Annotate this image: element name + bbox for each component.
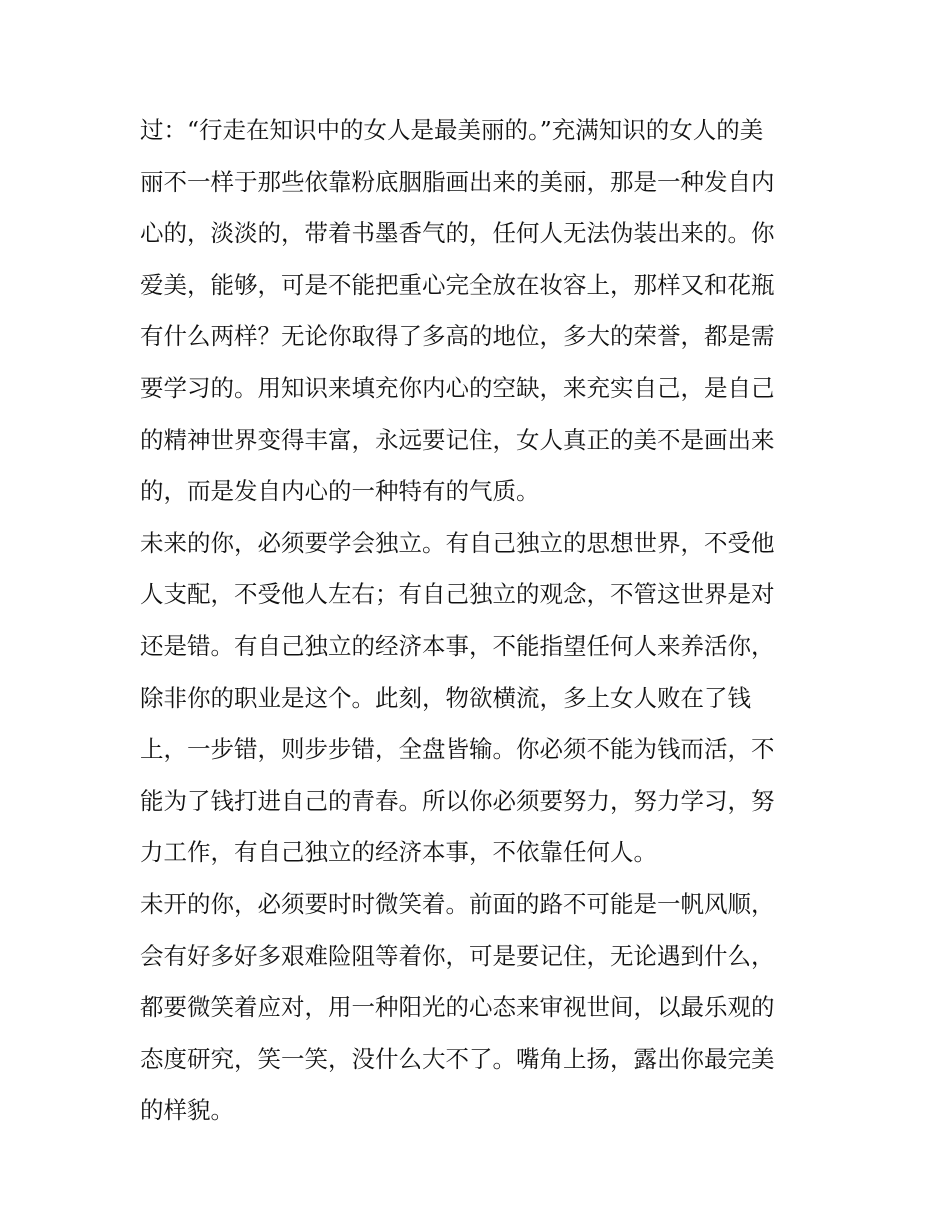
text-line: 的样貌。 — [140, 1096, 234, 1125]
text-line: 上，一步错，则步步错，全盘皆输。你必须不能为钱而活，不 — [140, 735, 775, 764]
text-line: 态度研究，笑一笑，没什么大不了。嘴角上扬，露出你最完美 — [140, 1044, 775, 1073]
text-line: 会有好多好多艰难险阻等着你，可是要记住，无论遇到什么， — [140, 941, 775, 970]
text-line: 除非你的职业是这个。此刻，物欲横流，多上女人败在了钱 — [140, 683, 751, 712]
text-line: 未开的你，必须要时时微笑着。前面的路不可能是一帆风顺， — [140, 889, 775, 918]
text-line: 心的，淡淡的，带着书墨香气的，任何人无法伪装出来的。你 — [140, 219, 775, 248]
text-line: 都要微笑着应对，用一种阳光的心态来审视世间，以最乐观的 — [140, 993, 775, 1022]
text-line: 有什么两样？无论你取得了多高的地位，多大的荣誉，都是需 — [140, 322, 775, 351]
text-line: 未来的你，必须要学会独立。有自己独立的思想世界，不受他 — [140, 528, 775, 557]
text-line: 要学习的。用知识来填充你内心的空缺，来充实自己，是自己 — [140, 373, 775, 402]
text-line: 爱美，能够，可是不能把重心完全放在妆容上，那样又和花瓶 — [140, 270, 775, 299]
text-line: 还是错。有自己独立的经济本事，不能指望任何人来养活你， — [140, 631, 775, 660]
text-line: 力工作，有自己独立的经济本事，不依靠任何人。 — [140, 838, 657, 867]
text-line: 的精神世界变得丰富，永远要记住，女人真正的美不是画出来 — [140, 425, 775, 454]
text-line: 人支配，不受他人左右；有自己独立的观念，不管这世界是对 — [140, 580, 775, 609]
text-line: 过：“行走在知识中的女人是最美丽的。”充满知识的女人的美 — [140, 116, 764, 144]
text-line: 的，而是发自内心的一种特有的气质。 — [140, 477, 540, 506]
text-line: 丽不一样于那些依靠粉底胭脂画出来的美丽，那是一种发自内 — [140, 167, 775, 196]
text-line: 能为了钱打进自己的青春。所以你必须要努力，努力学习，努 — [140, 786, 775, 815]
body-text — [140, 105, 820, 1137]
